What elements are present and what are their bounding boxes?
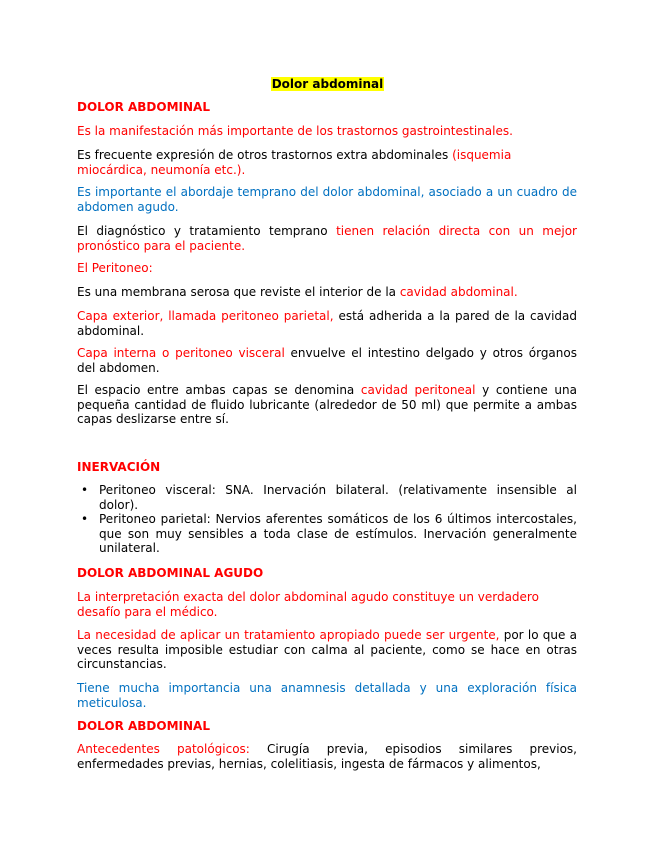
text-membrana: Es una membrana serosa que reviste el interior de la bbox=[77, 285, 400, 299]
text-isquemia: (isquemia miocárdica, neumonía etc.). bbox=[77, 148, 512, 177]
paragraph-capa-exterior bbox=[77, 309, 577, 338]
text-calma: por lo que a veces resulta imposible estudiar con calma al paciente, como se hace en otras circunstancias. bbox=[77, 628, 577, 672]
paragraph-antecedentes bbox=[77, 742, 577, 771]
text-cavidad-peritoneal: cavidad peritoneal bbox=[360, 383, 476, 397]
paragraph-abordaje: Es importante el abordaje temprano del dolor abdominal, asociado a un cuadro de abdomen agudo. bbox=[77, 185, 577, 214]
paragraph-interpretacion: La interpretación exacta del dolor abdominal agudo constituye un verdadero desafío para el médico. bbox=[77, 590, 539, 619]
paragraph-manifestacion: Es la manifestación más importante de los trastornos gastrointestinales. bbox=[77, 124, 513, 138]
title-highlight: Dolor abdominal bbox=[271, 77, 384, 91]
heading-dolor-abdominal: DOLOR ABDOMINAL bbox=[77, 100, 210, 114]
paragraph-expresion bbox=[77, 148, 577, 177]
text-tratamiento-urgente: La necesidad de aplicar un tratamiento apropiado puede ser urgente, bbox=[77, 628, 500, 642]
text-capa-exterior: Capa exterior, llamada peritoneo parietal, bbox=[77, 309, 334, 323]
paragraph-peritoneo-label: El Peritoneo: bbox=[77, 261, 153, 275]
heading-dolor-abdominal-agudo: DOLOR ABDOMINAL AGUDO bbox=[77, 566, 264, 580]
text-cirugia: Cirugía previa, episodios similares previos, enfermedades previas, hernias, colelitiasis, ingesta de fármacos y alimentos, bbox=[77, 742, 577, 771]
text-cavidad-abdominal: cavidad abdominal. bbox=[399, 285, 518, 299]
paragraph-membrana bbox=[77, 285, 577, 300]
heading-inervacion: INERVACIÓN bbox=[77, 460, 161, 474]
bullet-icon: • bbox=[81, 483, 89, 497]
text-envuelve: envuelve el intestino delgado y otros órganos del abdomen. bbox=[77, 346, 577, 375]
paragraph-capa-interna bbox=[77, 346, 577, 375]
text-diagnostico: El diagnóstico y tratamiento temprano bbox=[77, 224, 337, 238]
paragraph-tratamiento bbox=[77, 628, 577, 672]
heading-dolor-abdominal-2: DOLOR ABDOMINAL bbox=[77, 719, 210, 733]
text-fluido: y contiene una pequeña cantidad de fluido lubricante (alrededor de 50 ml) que permite a ambas capas deslizarse entre sí. bbox=[77, 383, 577, 427]
text-pronostico: tienen relación directa con un mejor pronóstico para el paciente. bbox=[77, 224, 577, 253]
list-item bbox=[77, 483, 577, 512]
inervacion-list bbox=[77, 483, 577, 556]
text-adherida: está adherida a la pared de la cavidad abdominal. bbox=[77, 309, 578, 338]
text-espacio: El espacio entre ambas capas se denomina bbox=[77, 383, 361, 397]
text-antecedentes: Antecedentes patológicos: bbox=[77, 742, 250, 756]
document-title bbox=[0, 77, 655, 92]
paragraph-espacio bbox=[77, 383, 577, 427]
bullet-icon: • bbox=[81, 512, 89, 527]
text-expresion: Es frecuente expresión de otros trastornos extra abdominales bbox=[77, 148, 453, 162]
paragraph-diagnostico bbox=[77, 224, 577, 253]
list-item-text: Peritoneo visceral: SNA. Inervación bilateral. (relativamente insensible al dolor). bbox=[99, 483, 577, 512]
text-capa-interna: Capa interna o peritoneo visceral bbox=[77, 346, 285, 360]
paragraph-anamnesis: Tiene mucha importancia una anamnesis detallada y una exploración física meticulosa. bbox=[77, 681, 577, 710]
list-item-text: Peritoneo parietal: Nervios aferentes somáticos de los 6 últimos intercostales, que son muy sensibles a toda clase de estímulos. Inervación generalmente unilateral. bbox=[99, 512, 577, 556]
list-item bbox=[77, 512, 577, 556]
